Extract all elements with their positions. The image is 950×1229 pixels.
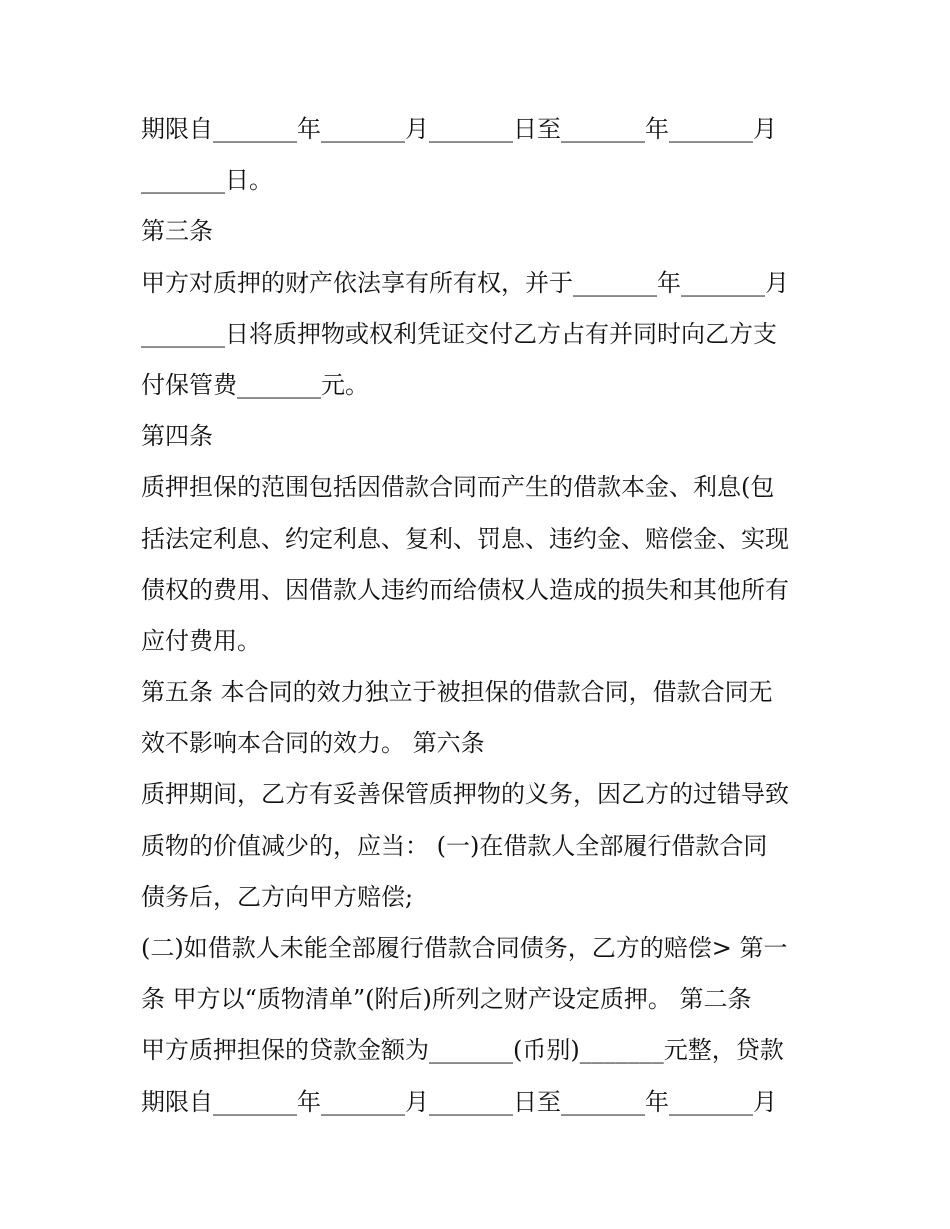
text-line: 质物的价值减少的，应当： (一)在借款人全部履行借款合同 <box>141 831 768 860</box>
text-line: 应付费用。 <box>141 626 261 655</box>
text-line: 第五条 本合同的效力独立于被担保的借款合同，借款合同无 <box>141 678 773 707</box>
text-line: 质押期间，乙方有妥善保管质押物的义务，因乙方的过错导致 <box>141 780 789 809</box>
text-line: _______日将质押物或权利凭证交付乙方占有并同时向乙方支 <box>141 319 777 348</box>
text-line: 质押担保的范围包括因借款合同而产生的借款本金、利息(包 <box>141 473 775 502</box>
document-body <box>141 104 821 1128</box>
text-line: (二)如借款人未能全部履行借款合同债务，乙方的赔偿> 第一 <box>141 934 788 962</box>
text-line: 债权的费用、因借款人违约而给债权人造成的损失和其他所有 <box>141 575 789 604</box>
text-line: _______日。 <box>141 166 273 195</box>
text-line: 期限自_______年_______月_______日至_______年_______月 <box>141 1087 777 1116</box>
text-line: 付保管费_______元。 <box>141 370 369 399</box>
text-line: 条 甲方以“质物清单”(附后)所列之财产设定质押。 第二条 <box>141 985 752 1014</box>
text-line: 括法定利息、约定利息、复利、罚息、违约金、赔偿金、实现 <box>141 524 789 553</box>
text-line: 效不影响本合同的效力。 第六条 <box>141 729 485 758</box>
article-heading: 第三条 <box>141 217 213 246</box>
text-line: 期限自_______年_______月_______日至_______年_______月 <box>141 115 777 143</box>
text-line: 甲方质押担保的贷款金额为_______(币别)_______元整，贷款 <box>141 1036 784 1065</box>
text-line: 债务后，乙方向甲方赔偿; <box>141 882 414 911</box>
article-heading: 第四条 <box>141 422 213 451</box>
text-line: 甲方对质押的财产依法享有所有权，并于_______年_______月 <box>141 268 789 297</box>
